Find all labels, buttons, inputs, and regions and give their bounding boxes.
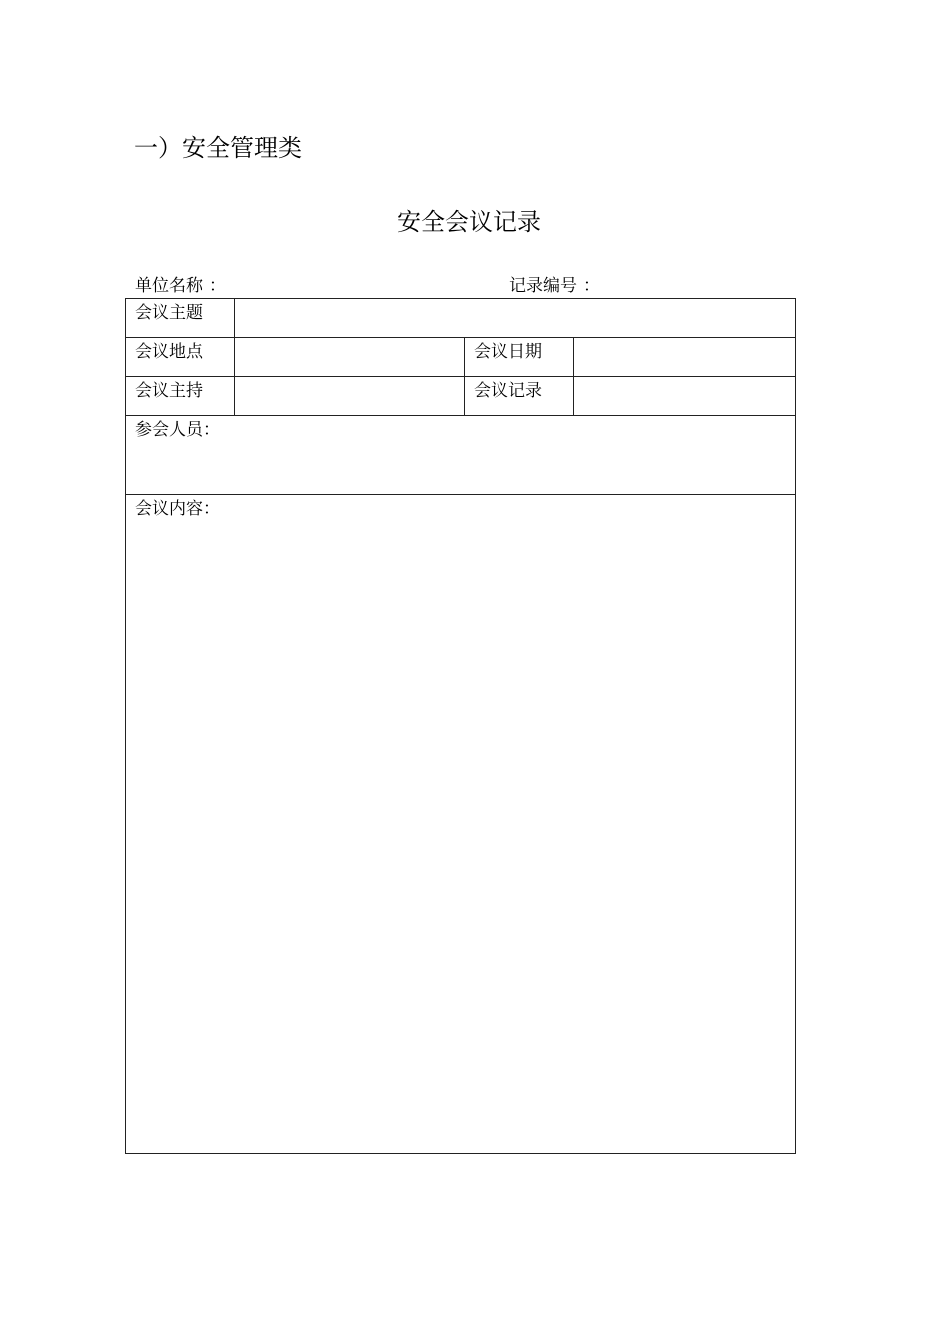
topic-row <box>126 299 796 338</box>
record-number-colon: ： <box>583 276 600 296</box>
content-row <box>126 495 796 1154</box>
content-label: 会议内容： <box>135 499 220 519</box>
date-label: 会议日期 <box>465 338 574 377</box>
unit-name-line <box>135 274 226 298</box>
record-number-label: 记录编号 <box>509 276 577 296</box>
attendees-cell[interactable] <box>126 416 796 495</box>
location-field[interactable] <box>235 338 465 377</box>
section-heading: 一）安全管理类 <box>134 134 302 162</box>
date-field[interactable] <box>574 338 796 377</box>
document-title: 安全会议记录 <box>397 208 541 236</box>
recorder-field[interactable] <box>574 377 796 416</box>
location-date-row <box>126 338 796 377</box>
attendees-label: 参会人员： <box>135 420 220 440</box>
unit-name-colon: ： <box>209 276 226 296</box>
host-label: 会议主持 <box>126 377 235 416</box>
meeting-record-form <box>125 298 796 1154</box>
host-recorder-row <box>126 377 796 416</box>
location-label: 会议地点 <box>126 338 235 377</box>
host-field[interactable] <box>235 377 465 416</box>
topic-field[interactable] <box>235 299 796 338</box>
topic-label: 会议主题 <box>126 299 235 338</box>
content-cell[interactable] <box>126 495 796 1154</box>
unit-name-label: 单位名称 <box>135 276 203 296</box>
attendees-row <box>126 416 796 495</box>
record-number-line <box>509 274 600 298</box>
recorder-label: 会议记录 <box>465 377 574 416</box>
